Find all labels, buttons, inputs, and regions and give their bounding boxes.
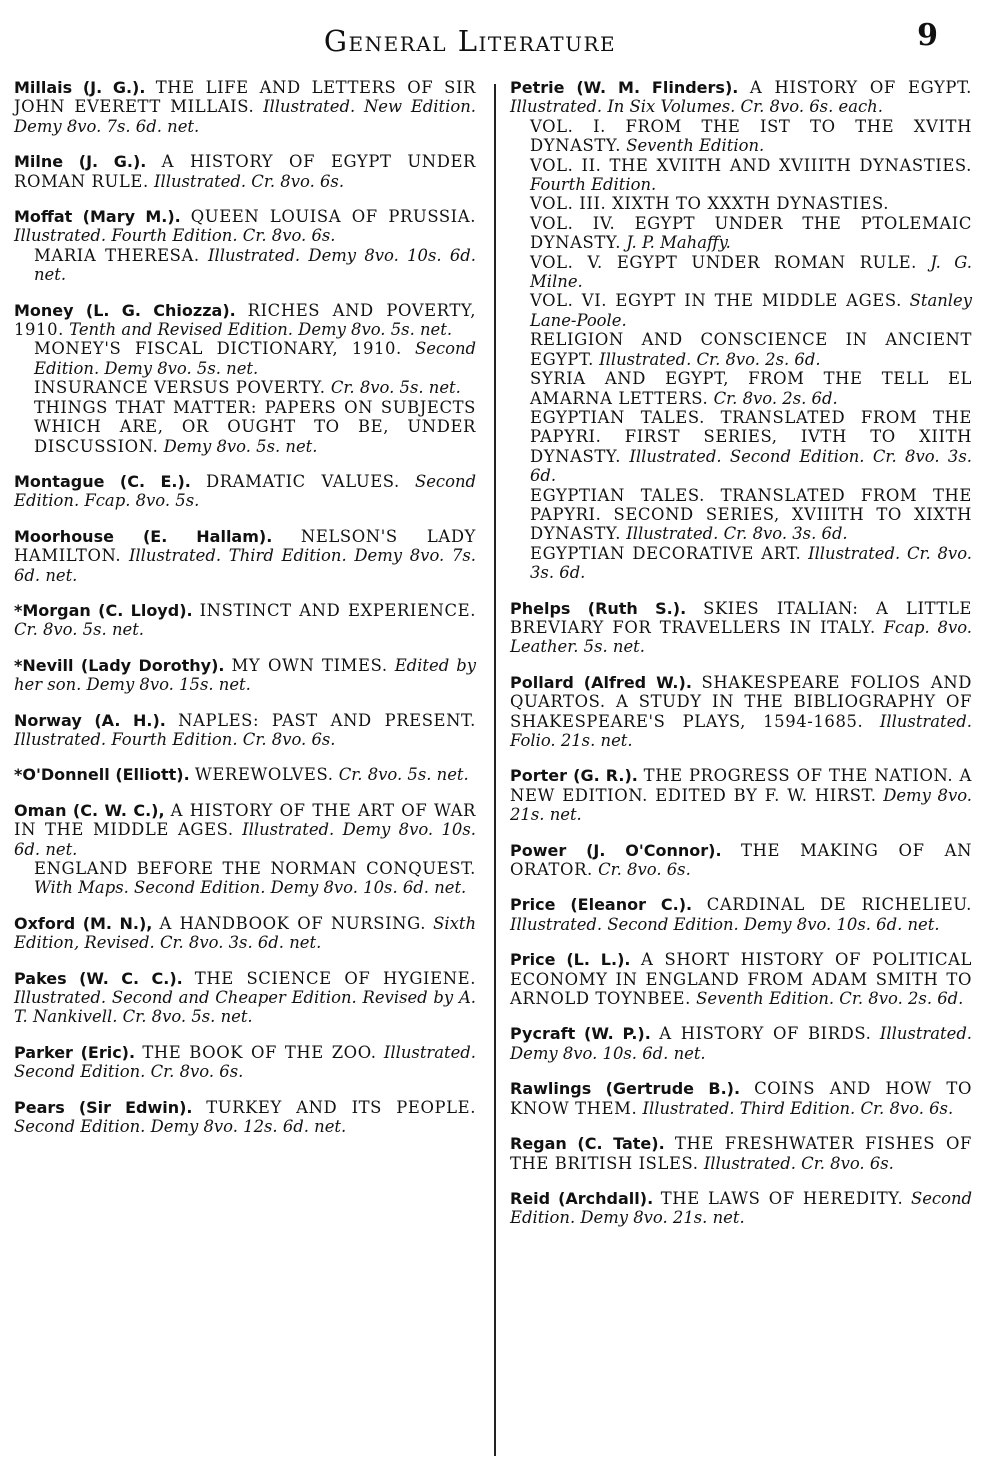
author-name: *Morgan (C. Lloyd).	[14, 600, 193, 620]
work-line	[510, 156, 972, 195]
work-details: Illustrated. Second Edition. Cr. 8vo. 6s.	[14, 1042, 476, 1082]
work-title: THE FRESHWATER FISHES OF THE BRITISH ISLES.	[510, 1134, 972, 1173]
work-details: Illustrated. Demy 8vo. 10s. 6d. net.	[14, 820, 476, 859]
work-line	[14, 801, 476, 859]
author-name: Pakes (W. C. C.).	[14, 968, 183, 988]
work-title: THE MAKING OF AN ORATOR.	[510, 840, 973, 880]
author-name: Regan (C. Tate).	[510, 1134, 665, 1154]
work-title: VOL. II. THE XVIITH AND XVIIITH DYNASTIES.	[530, 155, 972, 175]
author-name: Price (Eleanor C.).	[510, 895, 693, 915]
work-details: Fcap. 8vo. Leather. 5s. net.	[510, 617, 972, 657]
work-line	[510, 78, 972, 117]
work-title: EGYPTIAN TALES. TRANSLATED FROM THE PAPYRI. SECOND SERIES, XVIIITH TO XIXTH DYNASTY.	[530, 485, 972, 544]
work-line	[14, 859, 476, 898]
catalogue-entry	[14, 301, 476, 456]
author-name: Porter (G. R.).	[510, 766, 638, 786]
author-name: Milne (J. G.).	[14, 152, 147, 172]
catalogue-entry	[510, 1189, 972, 1228]
work-line	[510, 1189, 972, 1228]
work-details: Illustrated. In Six Volumes. Cr. 8vo. 6s. each.	[510, 97, 883, 117]
author-name: *O'Donnell (Elliott).	[14, 765, 190, 785]
catalogue-entry	[14, 207, 476, 285]
catalogue-entry	[510, 78, 972, 583]
work-title: RICHES AND POVERTY, 1910.	[14, 300, 477, 340]
work-title: A HISTORY OF EGYPT.	[749, 78, 972, 97]
catalogue-entry	[14, 601, 476, 640]
work-line	[14, 246, 476, 285]
work-title: MARIA THERESA.	[34, 245, 200, 265]
work-title: THE SCIENCE OF HYGIENE.	[194, 968, 477, 988]
author-name: Reid (Archdall).	[510, 1188, 654, 1208]
work-details: Edited by her son. Demy 8vo. 15s. net.	[14, 655, 476, 695]
work-details: Illustrated. Folio. 21s. net.	[510, 711, 972, 750]
work-details: Stanley Lane-Poole.	[530, 291, 972, 330]
work-title: QUEEN LOUISA OF PRUSSIA.	[190, 207, 477, 227]
author-name: Pollard (Alfred W.).	[510, 672, 692, 692]
work-details: Fourth Edition.	[530, 175, 657, 195]
work-title: SKIES ITALIAN: A LITTLE BREVIARY FOR TRAVELLERS IN ITALY.	[510, 598, 972, 637]
catalogue-entry	[14, 527, 476, 585]
author-name: Parker (Eric).	[14, 1042, 136, 1062]
work-details: Second Edition. Fcap. 8vo. 5s.	[14, 471, 477, 511]
work-line	[14, 207, 476, 246]
column-divider	[494, 84, 496, 1456]
catalogue-entry	[14, 1043, 476, 1082]
work-title: NELSON'S LADY HAMILTON.	[14, 526, 476, 566]
work-details: Tenth and Revised Edition. Demy 8vo. 5s. net.	[69, 320, 453, 340]
work-details: Illustrated. Second Edition. Cr. 8vo. 3s. 6d.	[530, 446, 972, 486]
work-line	[510, 291, 972, 330]
author-name: Power (J. O'Connor).	[510, 840, 722, 860]
work-line	[510, 194, 972, 213]
work-details: Cr. 8vo. 5s. net.	[330, 378, 461, 398]
running-head-title: General Literature	[323, 24, 617, 58]
work-details: Illustrated. Cr. 8vo. 3s. 6d.	[626, 524, 848, 544]
author-name: Millais (J. G.).	[14, 78, 146, 97]
work-details: With Maps. Second Edition. Demy 8vo. 10s. 6d. net.	[34, 878, 467, 898]
author-name: Moorhouse (E. Hallam).	[14, 526, 273, 546]
work-details: Illustrated. Second Edition. Demy 8vo. 10s. 6d. net.	[510, 914, 940, 934]
work-details: Cr. 8vo. 2s. 6d.	[713, 388, 838, 408]
work-title: A HANDBOOK OF NURSING.	[159, 913, 427, 933]
work-title: THE LIFE AND LETTERS OF SIR JOHN EVERETT MILLAIS.	[14, 78, 476, 117]
work-line	[510, 841, 972, 880]
work-details: Illustrated. Cr. 8vo. 6s.	[703, 1153, 894, 1173]
work-details: Sixth Edition, Revised. Cr. 8vo. 3s. 6d. net.	[14, 913, 476, 953]
catalogue-entry	[14, 765, 476, 784]
work-title: VOL. III. XIXTH TO XXXTH DYNASTIES.	[530, 194, 889, 214]
work-title: TURKEY AND ITS PEOPLE.	[206, 1097, 476, 1117]
work-details: Illustrated. Cr. 8vo. 2s. 6d.	[599, 349, 821, 369]
work-details: Second Edition. Demy 8vo. 5s. net.	[34, 339, 476, 378]
work-line	[14, 601, 476, 640]
work-line	[510, 1024, 972, 1063]
work-details: Demy 8vo. 5s. net.	[163, 436, 318, 456]
author-name: Phelps (Ruth S.).	[510, 598, 687, 618]
author-name: Price (L. L.).	[510, 950, 631, 970]
work-details: Illustrated. Fourth Edition. Cr. 8vo. 6s.	[14, 226, 336, 246]
work-details: Illustrated. Second and Cheaper Edition. Revised by A. T. Nankivell. Cr. 8vo. 5s. net.	[14, 988, 476, 1027]
author-name: Norway (A. H.).	[14, 710, 166, 730]
work-details: Seventh Edition.	[626, 136, 765, 156]
catalogue-entry	[510, 1079, 972, 1118]
catalogue-entry	[14, 656, 476, 695]
author-name: Moffat (Mary M.).	[14, 207, 181, 227]
work-line	[510, 766, 972, 824]
work-title: VOL. V. EGYPT UNDER ROMAN RULE.	[530, 252, 917, 272]
work-title: EGYPTIAN TALES. TRANSLATED FROM THE PAPYRI. FIRST SERIES, IVTH TO XIITH DYNASTY.	[530, 407, 972, 466]
author-name: Oxford (M. N.),	[14, 913, 153, 933]
work-line	[510, 544, 972, 583]
author-name: Petrie (W. M. Flinders).	[510, 78, 739, 97]
work-line	[14, 765, 476, 784]
work-details: Seventh Edition. Cr. 8vo. 2s. 6d.	[696, 989, 964, 1009]
catalogue-entry	[14, 152, 476, 191]
catalogue-entry	[510, 766, 972, 824]
work-line	[510, 214, 972, 253]
author-name: Rawlings (Gertrude B.).	[510, 1079, 741, 1099]
work-details: Illustrated. Cr. 8vo. 6s.	[153, 171, 345, 191]
work-details: Cr. 8vo. 5s. net.	[338, 765, 469, 785]
work-line	[510, 486, 972, 544]
work-line	[14, 78, 476, 136]
work-line	[14, 472, 476, 511]
work-details: J. G. Milne.	[530, 252, 972, 292]
work-line	[510, 330, 972, 369]
work-title: SYRIA AND EGYPT, FROM THE TELL EL AMARNA LETTERS.	[530, 369, 972, 408]
work-line	[14, 656, 476, 695]
work-title: EGYPTIAN DECORATIVE ART.	[530, 543, 802, 563]
catalogue-entry	[510, 1024, 972, 1063]
work-line	[510, 253, 972, 292]
work-title: VOL. VI. EGYPT IN THE MIDDLE AGES.	[530, 291, 902, 311]
catalogue-entry	[510, 599, 972, 657]
catalogue-entry	[14, 914, 476, 953]
catalogue-entry	[14, 969, 476, 1027]
work-details: Illustrated. New Edition. Demy 8vo. 7s. 6d. net.	[14, 97, 476, 136]
work-line	[14, 711, 476, 750]
running-header	[0, 14, 1000, 64]
catalogue-entry	[14, 1098, 476, 1137]
work-details: Cr. 8vo. 5s. net.	[14, 620, 144, 640]
work-details: Second Edition. Demy 8vo. 21s. net.	[510, 1188, 972, 1228]
work-title: THE PROGRESS OF THE NATION. A NEW EDITION. EDITED BY F. W. HIRST.	[510, 766, 972, 805]
work-title: A SHORT HISTORY OF POLITICAL ECONOMY IN ENGLAND FROM ADAM SMITH TO ARNOLD TOYNBEE.	[510, 950, 973, 1009]
work-line	[510, 673, 972, 751]
catalogue-entry	[510, 950, 972, 1008]
work-title: RELIGION AND CONSCIENCE IN ANCIENT EGYPT.	[530, 330, 972, 369]
work-title: VOL. I. FROM THE IST TO THE XVITH DYNASTY.	[530, 116, 972, 156]
work-title: WEREWOLVES.	[194, 765, 334, 785]
work-line	[14, 1043, 476, 1082]
work-details: J. P. Mahaffy.	[626, 233, 731, 253]
work-details: Cr. 8vo. 6s.	[598, 860, 691, 880]
work-title: MY OWN TIMES.	[231, 655, 388, 675]
work-line	[14, 914, 476, 953]
work-title: THINGS THAT MATTER: PAPERS ON SUBJECTS WHICH ARE, OR OUGHT TO BE, UNDER DISCUSSION.	[34, 397, 476, 456]
work-title: A HISTORY OF EGYPT UNDER ROMAN RULE.	[14, 152, 476, 191]
work-line	[14, 1098, 476, 1137]
work-title: INSTINCT AND EXPERIENCE.	[199, 600, 477, 620]
work-line	[510, 599, 972, 657]
work-title: A HISTORY OF BIRDS.	[659, 1024, 872, 1044]
work-title: MONEY'S FISCAL DICTIONARY, 1910.	[34, 339, 402, 359]
work-details: Illustrated. Third Edition. Demy 8vo. 7s. 6d. net.	[14, 546, 476, 585]
work-details: Illustrated. Third Edition. Cr. 8vo. 6s.	[642, 1098, 954, 1118]
work-line	[510, 950, 972, 1008]
author-name: Montague (C. E.).	[14, 471, 191, 491]
work-title: A HISTORY OF THE ART OF WAR IN THE MIDDLE AGES.	[14, 800, 476, 840]
work-line	[510, 1134, 972, 1173]
work-title: INSURANCE VERSUS POVERTY.	[34, 378, 326, 398]
catalogue-entry	[14, 801, 476, 898]
author-name: *Nevill (Lady Dorothy).	[14, 655, 225, 675]
left-column	[14, 78, 476, 1152]
author-name: Money (L. G. Chiozza).	[14, 300, 236, 320]
catalogue-entry	[14, 711, 476, 750]
work-title: SHAKESPEARE FOLIOS AND QUARTOS. A STUDY IN THE BIBLIOGRAPHY OF SHAKESPEARE'S PLAYS, 1594-1685.	[510, 672, 972, 731]
right-column	[510, 78, 972, 1244]
work-title: NAPLES: PAST AND PRESENT.	[178, 710, 476, 730]
author-name: Pycraft (W. P.).	[510, 1024, 651, 1044]
catalogue-entry	[14, 472, 476, 511]
catalogue-entry	[510, 1134, 972, 1173]
catalogue-entry	[14, 78, 476, 136]
catalogue-entry	[510, 673, 972, 751]
work-details: Illustrated. Demy 8vo. 10s. 6d. net.	[510, 1024, 973, 1063]
work-title: DRAMATIC VALUES.	[206, 471, 400, 491]
work-line	[14, 301, 476, 340]
work-title: COINS AND HOW TO KNOW THEM.	[510, 1079, 972, 1118]
work-line	[510, 895, 972, 934]
work-line	[14, 378, 476, 397]
work-line	[510, 117, 972, 156]
work-title: THE LAWS OF HEREDITY.	[660, 1188, 904, 1208]
work-title: ENGLAND BEFORE THE NORMAN CONQUEST.	[34, 859, 476, 878]
work-title: THE BOOK OF THE ZOO.	[142, 1042, 377, 1062]
work-line	[510, 369, 972, 408]
work-line	[14, 398, 476, 456]
catalogue-entry	[510, 841, 972, 880]
work-details: Demy 8vo. 21s. net.	[510, 785, 973, 825]
work-details: Illustrated. Cr. 8vo. 3s. 6d.	[530, 543, 972, 583]
work-details: Second Edition. Demy 8vo. 12s. 6d. net.	[14, 1117, 347, 1137]
work-title: VOL. IV. EGYPT UNDER THE PTOLEMAIC DYNASTY.	[530, 213, 972, 253]
work-line	[14, 339, 476, 378]
work-line	[14, 969, 476, 1027]
work-line	[14, 527, 476, 585]
work-details: Illustrated. Demy 8vo. 10s. 6d. net.	[34, 245, 477, 285]
work-details: Illustrated. Fourth Edition. Cr. 8vo. 6s.	[14, 729, 336, 749]
author-name: Oman (C. W. C.),	[14, 800, 165, 820]
work-line	[510, 1079, 972, 1118]
work-title: CARDINAL DE RICHELIEU.	[706, 895, 972, 915]
catalogue-entry	[510, 895, 972, 934]
work-line	[510, 408, 972, 486]
work-line	[14, 152, 476, 191]
page-number: 9	[917, 18, 938, 53]
author-name: Pears (Sir Edwin).	[14, 1097, 193, 1117]
